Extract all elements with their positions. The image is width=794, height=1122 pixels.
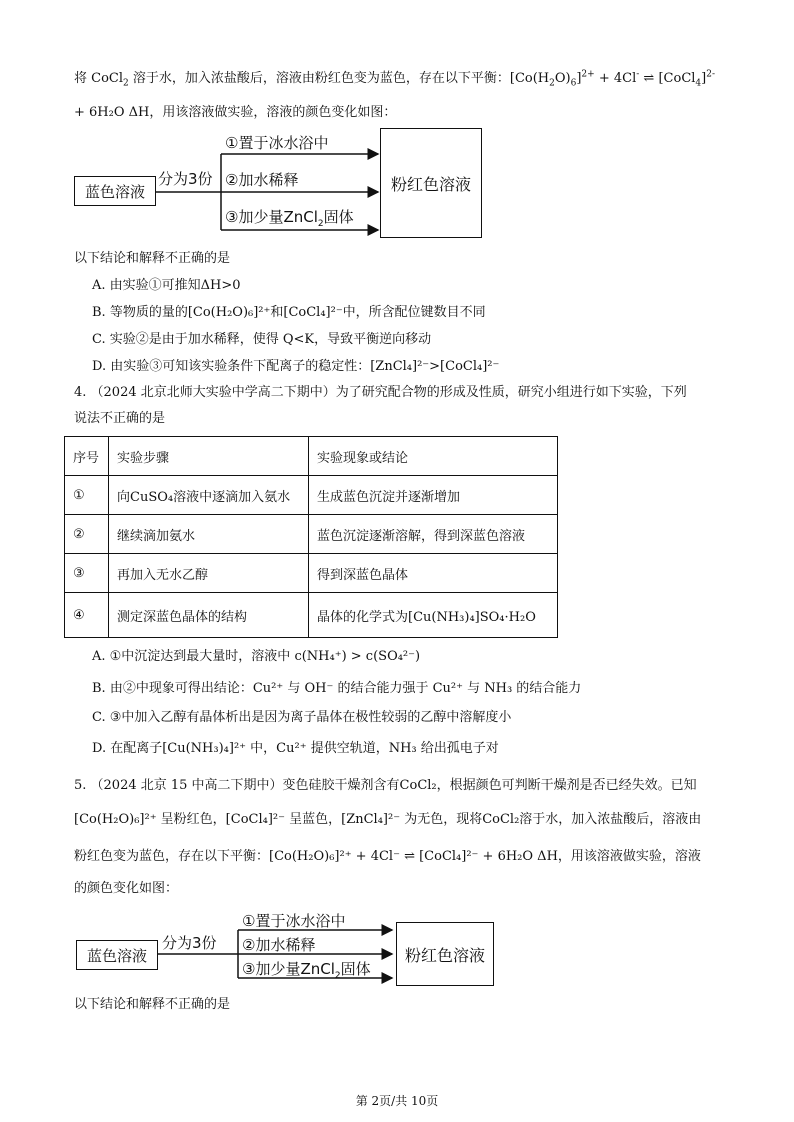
split-label: 分为3份 [162, 934, 217, 952]
table-cell: 蓝色沉淀逐渐溶解，得到深蓝色溶液 [309, 515, 558, 554]
table-header: 序号 [65, 437, 109, 476]
branch-2-label: ②加水稀释 [225, 171, 299, 189]
q3-option-b: B. 等物质的量的[Co(H₂O)₆]²⁺和[CoCl₄]²⁻中，所含配位键数目不同 [92, 305, 486, 320]
table-cell: 向CuSO₄溶液中逐滴加入氨水 [109, 476, 309, 515]
q4-option-a: A. ①中沉淀达到最大量时，溶液中 c(NH₄⁺) > c(SO₄²⁻) [92, 649, 421, 664]
start-box: 蓝色溶液 [76, 940, 158, 970]
branch-3-label: ③加少量ZnCl$_2$固体 [225, 208, 354, 229]
q4-option-d: D. 在配离子[Cu(NH₃)₄]²⁺ 中，Cu²⁺ 提供空轨道，NH₃ 给出孤电子对 [92, 741, 499, 756]
q4-stem-line-1: 4. （2024 北京北师大实验中学高二下期中）为了研究配合物的形成及性质，研究小组进行如下实验，下列 [74, 385, 687, 400]
table-cell: 再加入无水乙醇 [109, 554, 309, 593]
end-box: 粉红色溶液 [396, 922, 494, 986]
table-cell: 生成蓝色沉淀并逐渐增加 [309, 476, 558, 515]
table-cell: ① [65, 476, 109, 515]
q5-question-stem: 以下结论和解释不正确的是 [74, 997, 231, 1012]
table-cell: ③ [65, 554, 109, 593]
q3-option-d: D. 由实验③可知该实验条件下配离子的稳定性：[ZnCl₄]²⁻>[CoCl₄]²⁻ [92, 359, 500, 374]
q5-stem-line-4: 的颜色变化如图： [74, 881, 179, 896]
q4-option-b: B. 由②中现象可得出结论：Cu²⁺ 与 OH⁻ 的结合能力强于 Cu²⁺ 与 NH₃ 的结合能力 [92, 681, 582, 696]
table-cell: 测定深蓝色晶体的结构 [109, 593, 309, 638]
table-cell: 晶体的化学式为[Cu(NH₃)₄]SO₄·H₂O [309, 593, 558, 638]
table-cell: 继续滴加氨水 [109, 515, 309, 554]
q3-option-a: A. 由实验①可推知ΔH>0 [92, 278, 241, 293]
branch-1-label: ①置于冰水浴中 [242, 912, 346, 930]
start-box: 蓝色溶液 [74, 176, 156, 206]
q5-stem-line-3: 粉红色变为蓝色，存在以下平衡：[Co(H₂O)₆]²⁺ + 4Cl⁻ ⇌ [CoCl₄]²⁻ + 6H₂O ΔH，用该溶液做实验，溶液 [74, 849, 701, 864]
intro-line-1: 将 CoCl$_2$ 溶于水，加入浓盐酸后，溶液由粉红色变为蓝色，存在以下平衡：$[Co(H_2O)_6]^{2+} + 4Cl^-$ ⇌ [CoCl$_4$]$^{2-}$ [74, 69, 716, 89]
branch-1-label: ①置于冰水浴中 [225, 134, 329, 152]
end-box: 粉红色溶液 [380, 128, 482, 238]
table-cell: ④ [65, 593, 109, 638]
q3-option-c: C. 实验②是由于加水稀释，使得 Q<K，导致平衡逆向移动 [92, 332, 432, 347]
table-cell: ② [65, 515, 109, 554]
page-number: 第 2页/共 10页 [355, 1094, 439, 1108]
split-label: 分为3份 [158, 170, 213, 188]
branch-2-label: ②加水稀释 [242, 936, 316, 954]
table-header: 实验现象或结论 [309, 437, 558, 476]
q4-option-c: C. ③中加入乙醇有晶体析出是因为离子晶体在极性较弱的乙醇中溶解度小 [92, 710, 512, 725]
table-cell: 得到深蓝色晶体 [309, 554, 558, 593]
q4-stem-line-2: 说法不正确的是 [74, 411, 166, 426]
branch-3-label: ③加少量ZnCl$_2$固体 [242, 960, 371, 981]
intro-line-2: + 6H₂O ΔH，用该溶液做实验，溶液的颜色变化如图： [74, 105, 397, 120]
q5-stem-line-2: [Co(H₂O)₆]²⁺ 呈粉红色，[CoCl₄]²⁻ 呈蓝色，[ZnCl₄]²⁻ 为无色，现将CoCl₂溶于水，加入浓盐酸后，溶液由 [74, 812, 702, 827]
q3-stem: 以下结论和解释不正确的是 [74, 251, 231, 266]
table-header: 实验步骤 [109, 437, 309, 476]
q5-stem-line-1: 5. （2024 北京 15 中高二下期中）变色硅胶干燥剂含有CoCl₂，根据颜色可判断干燥剂是否已经失效。已知 [74, 778, 697, 793]
